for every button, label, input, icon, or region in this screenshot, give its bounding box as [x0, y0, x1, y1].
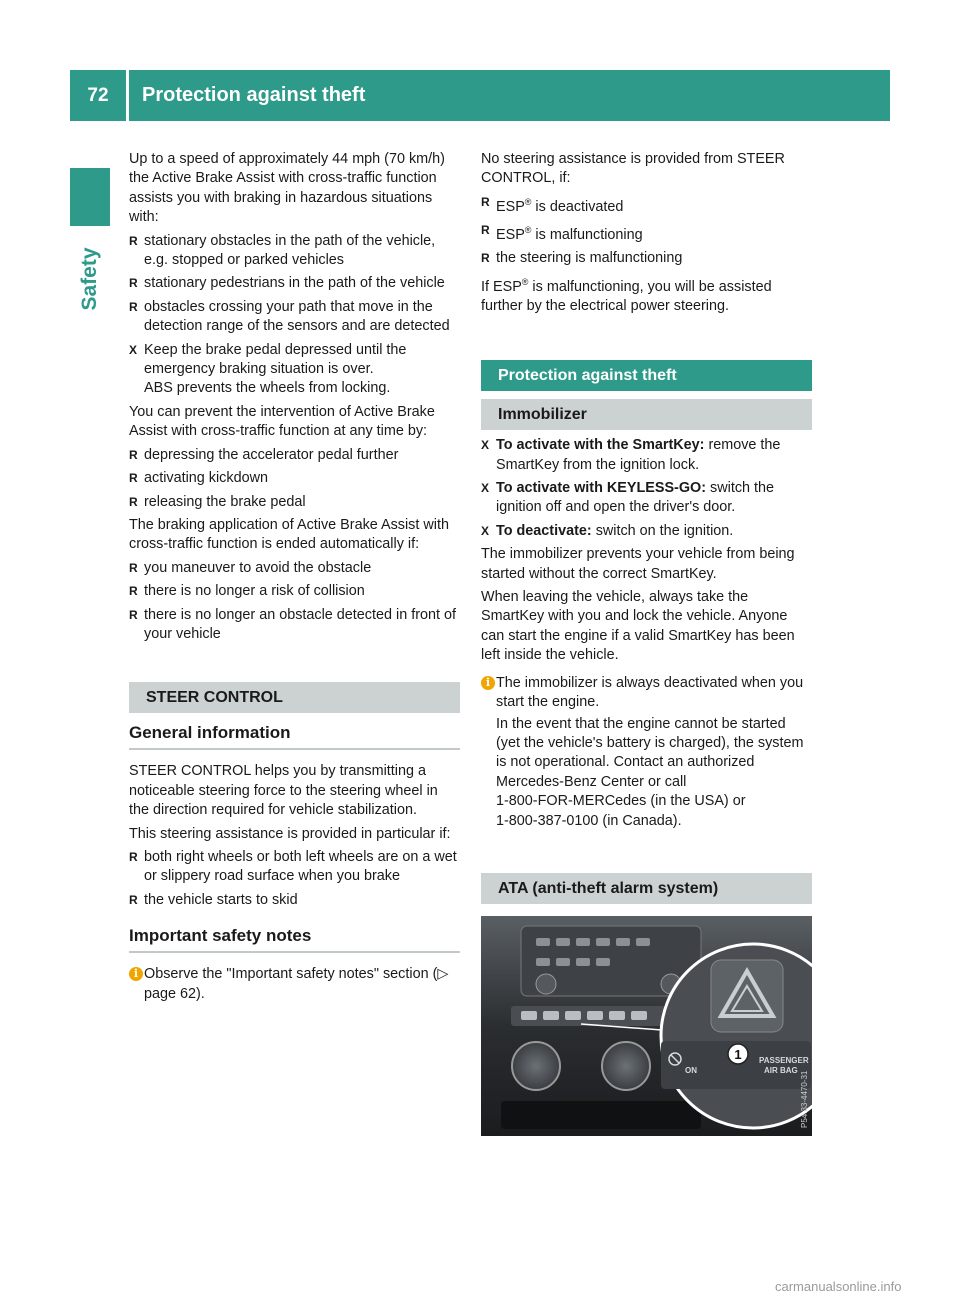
list-item	[481, 193, 812, 217]
subsection-heading-general-information: General information	[129, 721, 460, 750]
ata-switch-photo	[481, 916, 812, 1136]
section-heading-ata: ATA (anti-theft alarm system)	[481, 873, 812, 904]
list-item: R there is no longer a risk of collision	[129, 582, 460, 601]
photo-label-passenger: PASSENGER	[759, 1055, 809, 1065]
instruction-step	[129, 341, 460, 399]
photo-label-airbag: AIR BAG	[764, 1065, 798, 1075]
subsection-heading-important-safety-notes: Important safety notes	[129, 924, 460, 953]
info-text: The immobilizer is always deactivated when you start the engine.	[496, 674, 804, 711]
list-item: R the vehicle starts to skid	[129, 891, 460, 910]
step-text: switch the ignition off and open the driver's door.	[496, 480, 775, 516]
list-item: R the steering is malfunctioning	[481, 249, 812, 268]
registered-mark: ®	[524, 225, 532, 236]
list-item	[481, 221, 812, 245]
photo-label-on: ON	[685, 1065, 697, 1075]
section-heading-steer-control: STEER CONTROL	[129, 682, 460, 713]
info-note	[129, 965, 460, 1004]
list-item: R releasing the brake pedal	[129, 493, 460, 512]
info-text: 1-800-387-0100 (in Canada).	[496, 812, 682, 829]
list-item: R you maneuver to avoid the obstacle	[129, 559, 460, 578]
dashboard-illustration	[481, 916, 812, 1136]
step-label: To deactivate:	[496, 522, 592, 539]
paragraph: No steering assistance is provided from STEER CONTROL, if:	[481, 151, 785, 187]
paragraph	[481, 273, 812, 317]
paragraph: You can prevent the intervention of Active Brake Assist with cross-traffic function at any time by:	[129, 403, 435, 440]
info-icon: i	[129, 967, 143, 981]
paragraph: Up to a speed of approximately 44 mph (70 km/h) the Active Brake Assist with cross-traffic function assists you with braking in hazardous situations with:	[129, 151, 445, 226]
section-heading-protection-against-theft: Protection against theft	[481, 360, 812, 391]
page-number: 72	[87, 85, 109, 106]
callout-number: 1	[734, 1046, 742, 1062]
list-item: R activating kickdown	[129, 469, 460, 488]
info-note	[481, 674, 812, 831]
paragraph-text: is malfunctioning, you will be assisted further by the electrical power steering.	[481, 278, 772, 314]
step-text: remove the SmartKey from the ignition lock.	[496, 437, 781, 473]
instruction-step	[481, 479, 812, 518]
step-text: X Keep the brake pedal depressed until the emergency braking situation is over.	[144, 341, 407, 378]
subsection-heading-immobilizer: Immobilizer	[481, 399, 812, 430]
list-item: R obstacles crossing your path that move in the detection range of the sensors and are detected	[129, 298, 460, 337]
instruction-step	[481, 522, 812, 541]
paragraph: This steering assistance is provided in particular if:	[129, 825, 451, 842]
paragraph: The braking application of Active Brake Assist with cross-traffic function is ended automatically if:	[129, 516, 449, 553]
page-title: Protection against theft	[142, 84, 366, 106]
registered-mark: ®	[524, 196, 532, 207]
instruction-step	[481, 436, 812, 475]
watermark: carmanualsonline.info	[775, 1279, 902, 1294]
photo-code: P54.33-4470-31	[800, 1070, 809, 1128]
info-text: 1-800-FOR-MERCedes (in the USA) or	[496, 793, 746, 810]
paragraph-text: If ESP	[481, 278, 522, 295]
step-note: ABS prevents the wheels from locking.	[144, 380, 391, 397]
step-label: To activate with KEYLESS-GO:	[496, 480, 707, 497]
info-text: Observe the "Important safety notes" section (	[144, 966, 438, 983]
paragraph: STEER CONTROL helps you by transmitting a noticeable steering force to the steering wheel in the direction required for vehicle stabilization.	[129, 763, 438, 819]
header-divider	[126, 70, 129, 121]
info-text: In the event that the engine cannot be started (yet the vehicle's battery is charged), the system is not operational. Contact an authorized Mercedes-Benz Center or call	[496, 715, 804, 790]
list-item: R stationary pedestrians in the path of the vehicle	[129, 274, 460, 293]
step-text: switch on the ignition.	[591, 522, 734, 539]
bullet-text: ESP	[496, 226, 525, 243]
list-item: R depressing the accelerator pedal further	[129, 446, 460, 465]
page-reference-arrow-icon: ▷	[437, 966, 449, 983]
bullet-text: is deactivated	[531, 198, 624, 215]
sidebar-label-text: Safety	[78, 247, 101, 311]
right-column	[481, 150, 812, 1136]
paragraph: When leaving the vehicle, always take the SmartKey with you and lock the vehicle. Anyone can start the engine if a valid SmartKey has been left inside the vehicle.	[481, 589, 795, 664]
left-column	[129, 150, 460, 1008]
bullet-text: is malfunctioning	[531, 226, 643, 243]
info-icon: i	[481, 676, 495, 690]
list-item: R stationary obstacles in the path of the vehicle, e.g. stopped or parked vehicles	[129, 232, 460, 271]
page-reference-link[interactable]: page 62).	[144, 985, 205, 1002]
sidebar-section-label	[70, 234, 110, 324]
list-item: R both right wheels or both left wheels are on a wet or slippery road surface when you brake	[129, 848, 460, 887]
step-label: To activate with the SmartKey:	[496, 437, 705, 454]
paragraph: The immobilizer prevents your vehicle from being started without the correct SmartKey.	[481, 546, 795, 582]
registered-mark: ®	[521, 276, 529, 287]
list-item: R there is no longer an obstacle detected in front of your vehicle	[129, 606, 460, 645]
sidebar-marker	[70, 168, 110, 226]
bullet-text: ESP	[496, 198, 525, 215]
